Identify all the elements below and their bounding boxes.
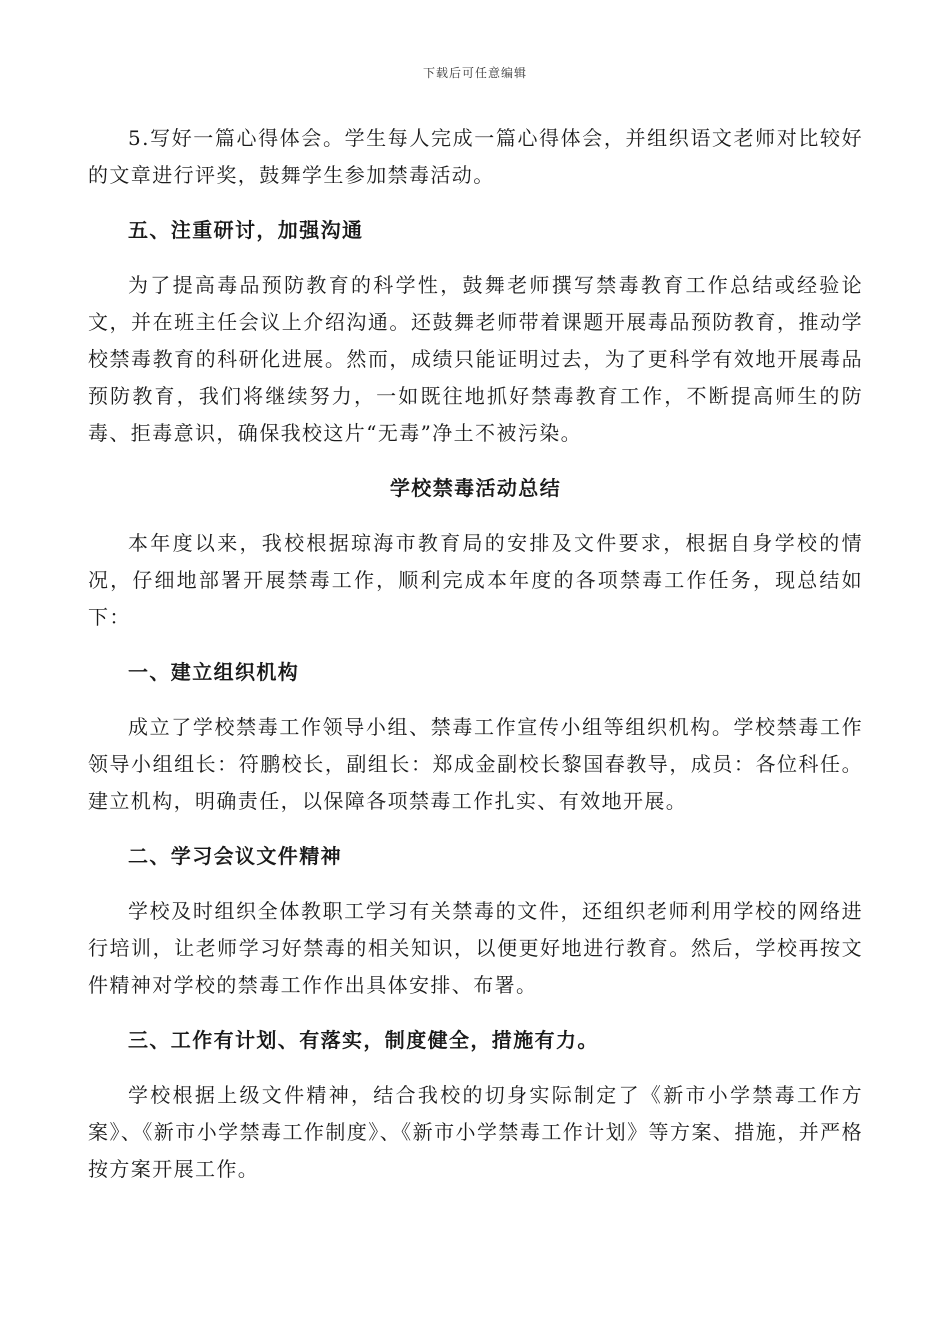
paragraph-organization: 成立了学校禁毒工作领导小组、禁毒工作宣传小组等组织机构。学校禁毒工作领导小组组长：符鹏校长，副组长：郑成金副校长黎国春教导，成员：各位科任。建立机构，明确责任，以保障各项禁毒工作扎实、有效地开展。 xyxy=(88,715,863,813)
section-heading-2: 二、学习会议文件精神 xyxy=(128,844,342,868)
section-heading-3: 三、工作有计划、有落实，制度健全，措施有力。 xyxy=(128,1028,599,1052)
paragraph-research-communication: 为了提高毒品预防教育的科学性，鼓舞老师撰写禁毒教育工作总结或经验论文，并在班主任会议上介绍沟通。还鼓舞老师带着课题开展毒品预防教育，推动学校禁毒教育的科研化进展。然而，成绩只能证明过去，为了更科学有效地开展毒品预防教育，我们将继续努力，一如既往地抓好禁毒教育工作，不断提高师生的防毒、拒毒意识，确保我校这片“无毒”净土不被污染。 xyxy=(88,273,863,445)
document-body xyxy=(88,120,863,1188)
document-title: 学校禁毒活动总结 xyxy=(389,476,562,500)
section-heading-1: 一、建立组织机构 xyxy=(128,660,300,684)
paragraph-study-documents: 学校及时组织全体教职工学习有关禁毒的文件，还组织老师利用学校的网络进行培训，让老师学习好禁毒的相关知识，以便更好地进行教育。然后，学校再按文件精神对学校的禁毒工作作出具体安排、布署。 xyxy=(88,899,863,997)
paragraph-essay-writing: 5.写好一篇心得体会。学生每人完成一篇心得体会，并组织语文老师对比较好的文章进行评奖，鼓舞学生参加禁毒活动。 xyxy=(88,126,863,187)
section-heading-5: 五、注重研讨，加强沟通 xyxy=(128,218,364,242)
paragraph-intro: 本年度以来，我校根据琼海市教育局的安排及文件要求，根据自身学校的情况，仔细地部署开展禁毒工作，顺利完成本年度的各项禁毒工作任务，现总结如下： xyxy=(88,531,863,629)
paragraph-plans: 学校根据上级文件精神，结合我校的切身实际制定了《新市小学禁毒工作方案》、《新市小学禁毒工作制度》、《新市小学禁毒工作计划》等方案、措施，并严格按方案开展工作。 xyxy=(88,1083,863,1181)
page-header-note: 下载后可任意编辑 xyxy=(422,66,527,80)
